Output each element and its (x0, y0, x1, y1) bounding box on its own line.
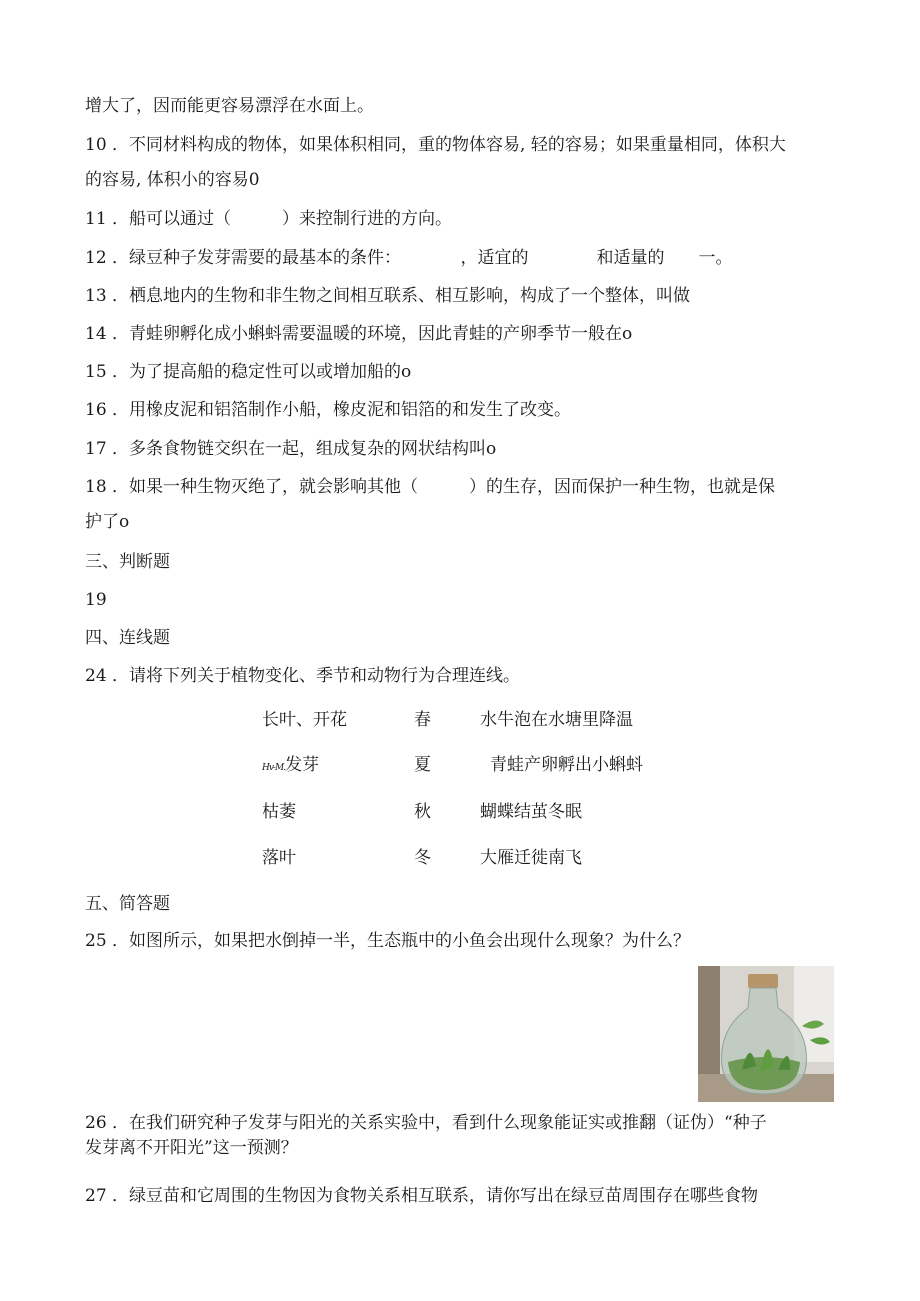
question-27: 27 ．绿豆苗和它周围的生物因为食物关系相互联系，请你写出在绿豆苗周围存在哪些食物 (85, 1186, 759, 1206)
ecosystem-bottle-image (698, 966, 834, 1102)
match-season: 春 (414, 710, 431, 730)
match-season: 冬 (414, 848, 431, 868)
match-animal: 水牛泡在水塘里降温 (480, 710, 633, 730)
question-24: 24 ．请将下列关于植物变化、季节和动物行为合理连线。 (85, 666, 521, 686)
match-plant: 落叶 (262, 848, 296, 868)
section-heading: 三、判断题 (85, 552, 170, 572)
question-17: 17 ．多条食物链交织在一起，组成复杂的网状结构叫o (85, 439, 497, 459)
question-25: 25 ．如图所示，如果把水倒掉一半，生态瓶中的小鱼会出现什么现象？为什么？ (85, 931, 691, 951)
text-line: 的容易, 体积小的容易0 (85, 170, 260, 190)
section-heading: 四、连线题 (85, 628, 170, 648)
match-plant: 枯萎 (262, 802, 296, 822)
match-plant (262, 753, 319, 780)
match-animal: 大雁迁徙南飞 (480, 848, 582, 868)
question-16: 16 ．用橡皮泥和铝箔制作小船，橡皮泥和铝箔的和发生了改变。 (85, 400, 572, 420)
smudge-text: Hv-M. (262, 763, 286, 773)
match-season: 秋 (414, 802, 431, 822)
text-line: 增大了，因而能更容易漂浮在水面上。 (85, 96, 374, 116)
question-13: 13 ．栖息地内的生物和非生物之间相互联系、相互影响，构成了一个整体，叫做 (85, 286, 691, 306)
text-line: 护了o (85, 512, 130, 532)
text-line: 发芽离不开阳光”这一预测？ (85, 1138, 298, 1158)
ecosystem-bottle-illustration (698, 966, 834, 1102)
question-10: 10 ．不同材料构成的物体，如果体积相同，重的物体容易, 轻的容易；如果重量相同，体积大 (85, 135, 786, 155)
question-26: 26 ．在我们研究种子发芽与阳光的关系实验中，看到什么现象能证实或推翻（证伪）“种子 (85, 1113, 767, 1133)
section-heading: 五、简答题 (85, 894, 170, 914)
match-animal: 青蛙产卵孵出小蝌蚪 (490, 755, 643, 775)
question-15: 15 ．为了提高船的稳定性可以或增加船的o (85, 362, 412, 382)
match-season: 夏 (414, 755, 431, 775)
question-12: 12 ．绿豆种子发芽需要的最基本的条件： ，适宜的 和适量的 一。 (85, 248, 733, 268)
match-plant-label: 发芽 (285, 755, 320, 775)
question-14: 14 ．青蛙卵孵化成小蝌蚪需要温暖的环境，因此青蛙的产卵季节一般在o (85, 324, 633, 344)
question-18: 18 ．如果一种生物灭绝了，就会影响其他（ ）的生存，因而保护一种生物，也就是保 (85, 477, 776, 497)
question-11: 11 ．船可以通过（ ）来控制行进的方向。 (85, 209, 453, 229)
match-animal: 蝴蝶结茧冬眠 (480, 802, 582, 822)
question-19: 19 (85, 590, 107, 610)
match-plant: 长叶、开花 (262, 710, 347, 730)
